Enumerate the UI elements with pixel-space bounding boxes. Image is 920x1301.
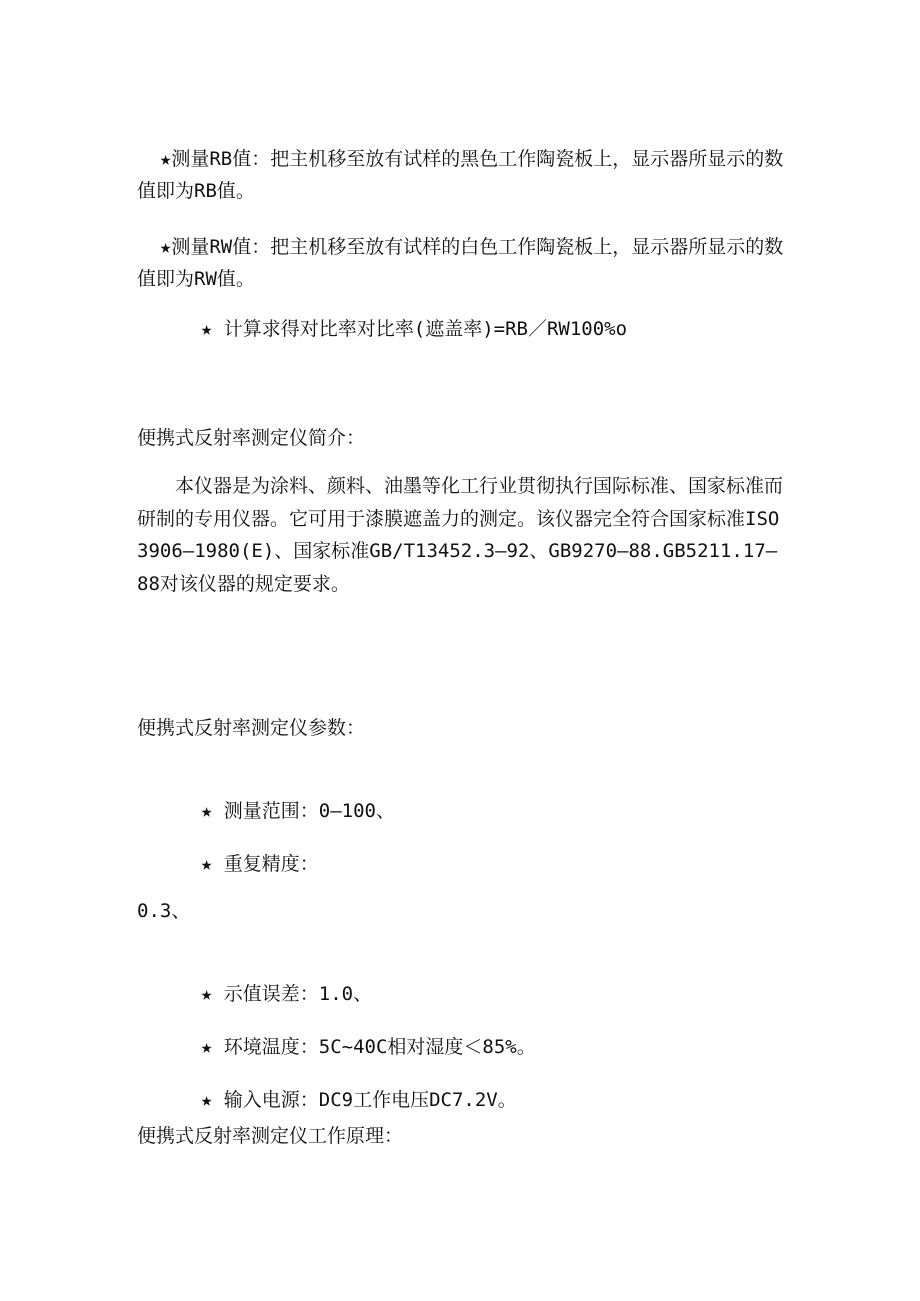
param-range-text: 测量范围：0—100、 xyxy=(212,799,395,822)
measure-rb-text: 测量RB值：把主机移至放有试样的黑色工作陶瓷板上，显示器所显示的数值即为RB值。 xyxy=(137,147,784,203)
star-icon: ★ xyxy=(200,982,213,1005)
measure-rw-text: 测量RW值：把主机移至放有试样的白色工作陶瓷板上，显示器所显示的数值即为RW值。 xyxy=(137,235,784,291)
param-item-range xyxy=(178,770,798,825)
star-icon: ★ xyxy=(159,147,172,170)
param-item-environment xyxy=(178,1006,798,1061)
param-item-repeatability xyxy=(178,823,798,878)
star-icon: ★ xyxy=(159,235,172,258)
params-heading: 便携式反射率测定仪参数： xyxy=(137,717,366,739)
star-icon: ★ xyxy=(200,1035,213,1058)
calculation-line xyxy=(178,288,798,343)
star-icon: ★ xyxy=(200,1088,213,1111)
param-power-text: 输入电源：DC9工作电压DC7.2V。 xyxy=(212,1088,517,1111)
measure-rw-paragraph xyxy=(137,198,787,296)
param-item-error xyxy=(178,953,798,1008)
param-item-power xyxy=(178,1059,798,1114)
star-icon: ★ xyxy=(200,852,213,875)
intro-body: 本仪器是为涂料、颜料、油墨等化工行业贯彻执行国际标准、国家标准而研制的专用仪器。它可用于漆膜遮盖力的测定。该仪器完全符合国家标准ISO3906—1980(E)、国家标准GB/T13452.3—92、GB9270—88.GB5211.17—88对该仪器的规定要求。 xyxy=(137,475,784,596)
calculation-text: 计算求得对比率对比率(遮盖率)=RB／RW100%o xyxy=(212,317,628,340)
repeatability-value: 0.3、 xyxy=(137,900,191,922)
star-icon: ★ xyxy=(200,317,213,340)
measure-rb-paragraph xyxy=(137,110,787,208)
star-icon: ★ xyxy=(200,799,213,822)
param-environment-text: 环境温度：5C~40C相对湿度＜85%。 xyxy=(212,1035,536,1058)
principle-heading: 便携式反射率测定仪工作原理： xyxy=(137,1125,404,1147)
intro-heading: 便携式反射率测定仪简介： xyxy=(137,427,366,449)
param-repeatability-text: 重复精度： xyxy=(212,852,319,875)
param-error-text: 示值误差：1.0、 xyxy=(212,982,373,1005)
